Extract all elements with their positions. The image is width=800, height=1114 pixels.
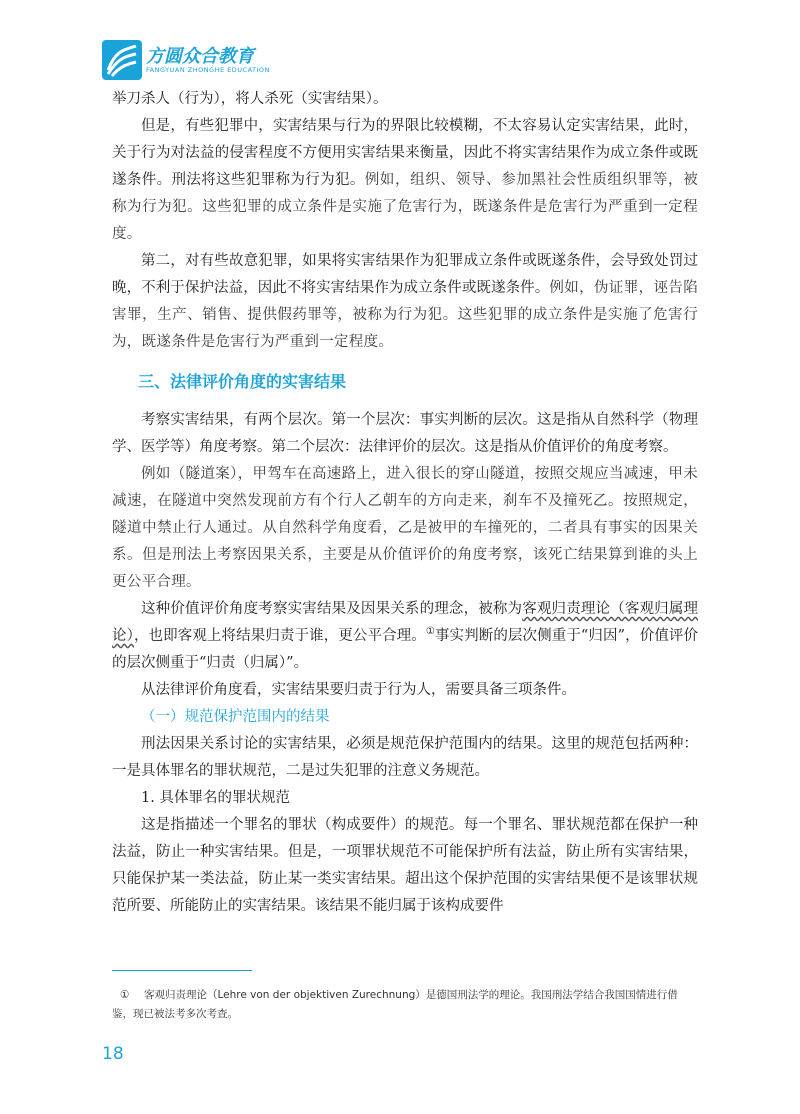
- paragraph-3: [112, 248, 698, 356]
- page-number: 18: [102, 1044, 124, 1064]
- brand-logo: [102, 40, 270, 84]
- footnote-divider: [112, 970, 252, 971]
- paragraph-3-main: 第二，对有些故意犯罪，如果将实害结果作为犯罪成立条件或既遂条件，会导致处罚过晚，不利于保护法益，因此不将实害结果作为成立条件或既遂条件。: [112, 253, 698, 296]
- page-body: [112, 86, 698, 920]
- objective-imputation-term: 客观归责理论（客观归属理论）: [112, 601, 699, 644]
- footnote-ref[interactable]: ①: [425, 626, 435, 638]
- paragraph-2: [112, 113, 698, 248]
- paragraph-6-b: ，也即客观上将结果归责于谁，更公平合理。: [133, 628, 426, 644]
- paragraph-2-main: 但是，有些犯罪中，实害结果与行为的界限比较模糊，不太容易认定实害结果，此时，关于行为对法益的侵害程度不方便用实害结果来衡量，因此不将实害结果作为成立条件或既遂条件。刑法将这些犯罪称为行为犯。: [112, 118, 698, 188]
- paragraph-1: 举刀杀人（行为），将人杀死（实害结果）。: [112, 91, 388, 107]
- paragraph-2-example: 例如，组织、领导、参加黑社会性质组织罪等，被称为行为犯。这些犯罪的成立条件是实施了危害行为，既遂条件是危害行为严重到一定程度。: [112, 172, 698, 242]
- paragraph-5-tunnel-case: 例如（隧道案），甲驾车在高速路上，进入很长的穿山隧道，按照交规应当减速，甲未减速，在隧道中突然发现前方有个行人乙朝车的方向走来，刹车不及撞死乙。按照规定，隧道中禁止行人通过。从自然科学角度看，乙是被甲的车撞死的，二者具有事实的因果关系。但是刑法上考察因果关系，主要是从价值评价的角度考察，该死亡结果算到谁的头上更公平合理。: [112, 466, 698, 590]
- footnote: [112, 986, 698, 1024]
- paragraph-7: 从法律评价角度看，实害结果要归责于行为人，需要具备三项条件。: [141, 682, 576, 698]
- logo-subtitle: FANGYUAN ZHONGHE EDUCATION: [146, 66, 270, 74]
- footnote-mark: ①: [120, 989, 130, 1001]
- footnote-text: 客观归责理论（Lehre von der objektiven Zurechnung）是德国刑法学的理论。我国刑法学结合我国国情进行借鉴，现已被法考多次考查。: [112, 989, 678, 1020]
- paragraph-6: [112, 596, 698, 677]
- paragraph-6-a: 这种价值评价角度考察实害结果及因果关系的理念，被称为: [141, 601, 523, 617]
- wave-logo-icon: [102, 40, 142, 80]
- logo-title: 方圆众合教育: [146, 46, 254, 67]
- list-item-1: 1. 具体罪名的罪状规范: [141, 790, 290, 806]
- subsection-1-title: （一）规范保护范围内的结果: [141, 709, 330, 725]
- paragraph-9: 这是指描述一个罪名的罪状（构成要件）的规范。每一个罪名、罪状规范都在保护一种法益，防止一种实害结果。但是，一项罪状规范不可能保护所有法益，防止所有实害结果，只能保护某一类法益，防止某一类实害结果。超出这个保护范围的实害结果便不是该罪状规范所要、所能防止的实害结果。该结果不能归属于该构成要件: [112, 817, 698, 914]
- paragraph-8: 刑法因果关系讨论的实害结果，必须是规范保护范围内的结果。这里的规范包括两种：一是具体罪名的罪状规范，二是过失犯罪的注意义务规范。: [112, 736, 698, 779]
- paragraph-6-c: 事实判断的层次侧重于“归因”，价值评价的层次侧重于“归责（归属）”。: [112, 628, 699, 671]
- paragraph-3-example: 例如，伪证罪，诬告陷害罪，生产、销售、提供假药罪等，被称为行为犯。这些犯罪的成立条件是实施了危害行为，既遂条件是危害行为严重到一定程度。: [112, 280, 699, 350]
- section-3-title: 三、法律评价角度的实害结果: [138, 372, 347, 391]
- paragraph-4: 考察实害结果，有两个层次。第一个层次：事实判断的层次。这是指从自然科学（物理学、医学等）角度考察。第二个层次：法律评价的层次。这是指从价值评价的角度考察。: [112, 412, 698, 455]
